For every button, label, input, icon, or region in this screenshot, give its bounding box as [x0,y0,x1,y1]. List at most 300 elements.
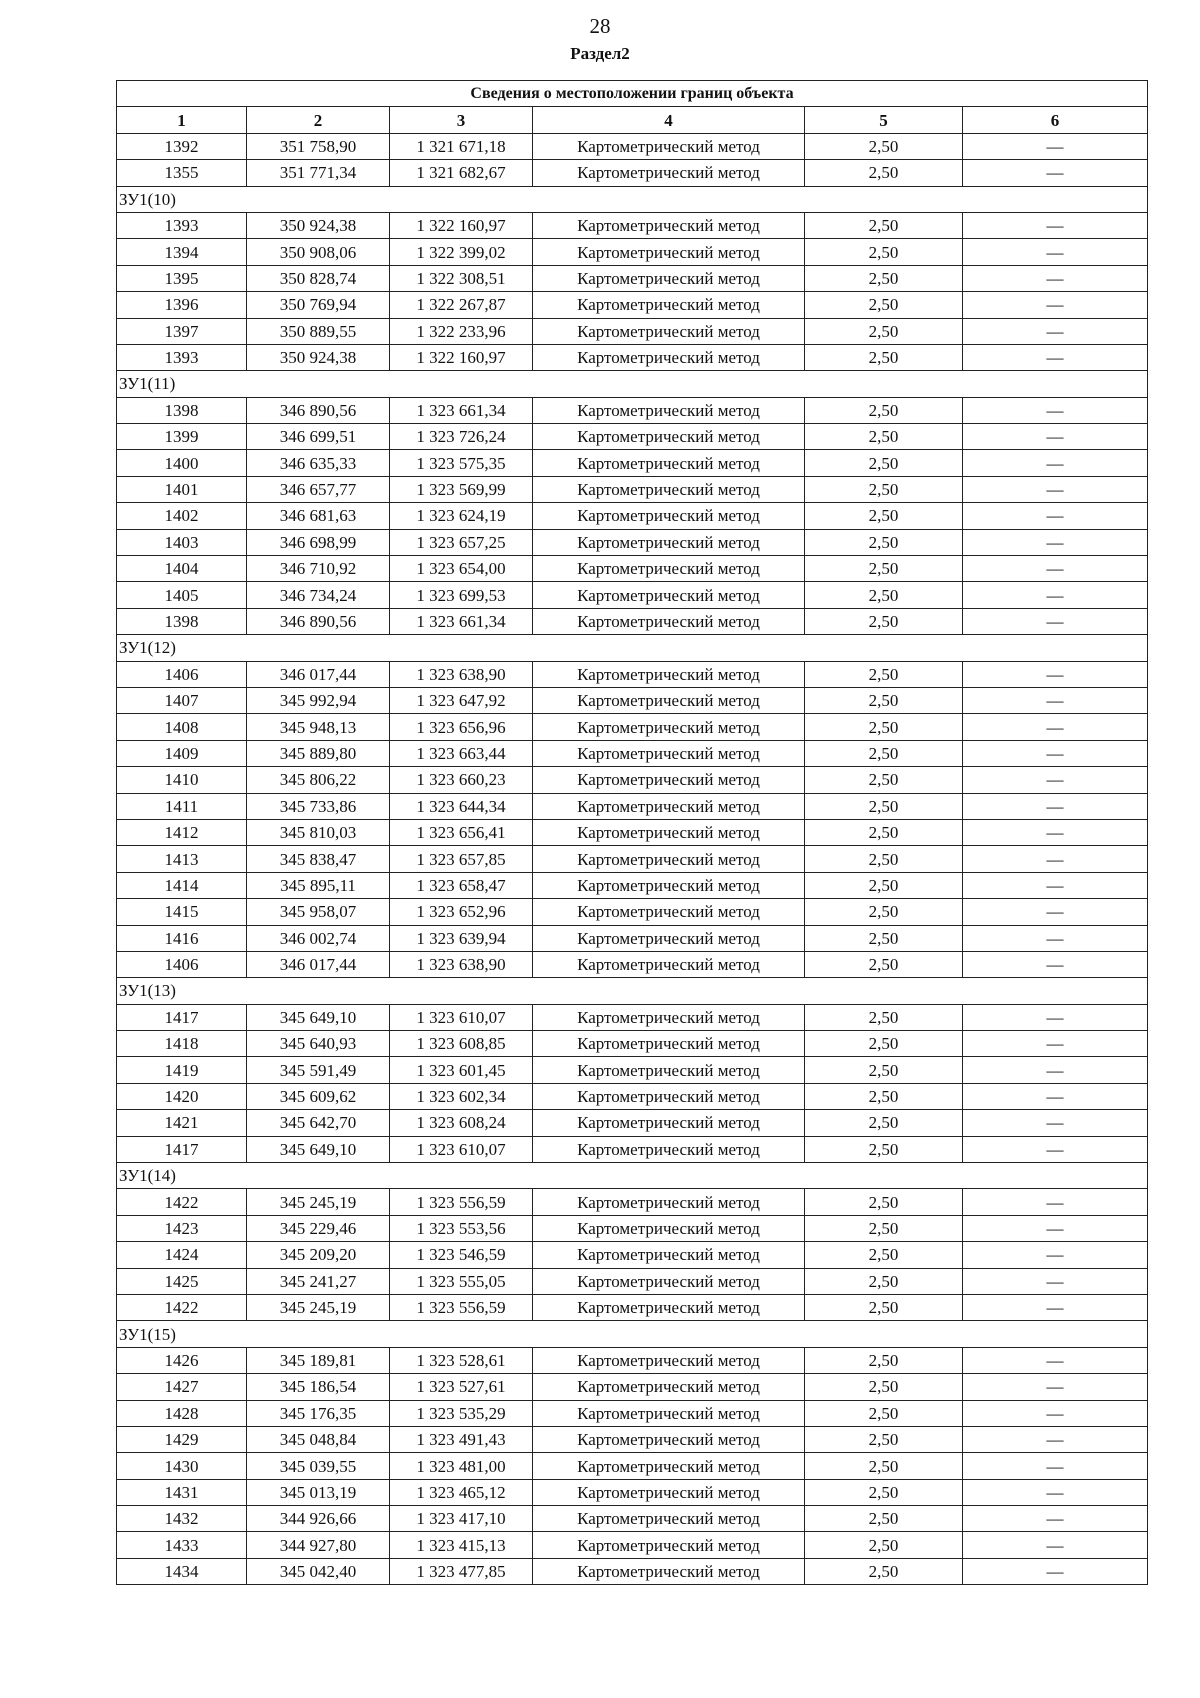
y-coordinate-cell: 1 323 652,96 [390,899,533,925]
x-coordinate-cell: 345 810,03 [247,819,390,845]
table-row [117,1506,1148,1532]
method-cell: Картометрический метод [533,133,805,159]
method-cell: Картометрический метод [533,1057,805,1083]
note-cell: — [963,582,1148,608]
table-row [117,1110,1148,1136]
y-coordinate-cell: 1 323 608,85 [390,1031,533,1057]
y-coordinate-cell: 1 323 639,94 [390,925,533,951]
accuracy-cell: 2,50 [805,1558,963,1584]
table-row [117,872,1148,898]
accuracy-cell: 2,50 [805,1374,963,1400]
table-row [117,1374,1148,1400]
y-coordinate-cell: 1 323 555,05 [390,1268,533,1294]
accuracy-cell: 2,50 [805,450,963,476]
group-label: ЗУ1(14) [117,1163,1148,1189]
accuracy-cell: 2,50 [805,899,963,925]
table-row [117,503,1148,529]
accuracy-cell: 2,50 [805,424,963,450]
table-row [117,424,1148,450]
group-label: ЗУ1(13) [117,978,1148,1004]
point-number-cell: 1406 [117,951,247,977]
method-cell: Картометрический метод [533,925,805,951]
point-number-cell: 1417 [117,1004,247,1030]
table-row [117,1189,1148,1215]
y-coordinate-cell: 1 323 553,56 [390,1215,533,1241]
x-coordinate-cell: 344 927,80 [247,1532,390,1558]
x-coordinate-cell: 346 017,44 [247,661,390,687]
method-cell: Картометрический метод [533,767,805,793]
note-cell: — [963,133,1148,159]
table-row [117,160,1148,186]
method-cell: Картометрический метод [533,740,805,766]
point-number-cell: 1422 [117,1294,247,1320]
table-row [117,318,1148,344]
y-coordinate-cell: 1 322 267,87 [390,292,533,318]
table-row [117,740,1148,766]
point-number-cell: 1405 [117,582,247,608]
x-coordinate-cell: 350 769,94 [247,292,390,318]
y-coordinate-cell: 1 322 160,97 [390,344,533,370]
accuracy-cell: 2,50 [805,212,963,238]
y-coordinate-cell: 1 323 726,24 [390,424,533,450]
method-cell: Картометрический метод [533,344,805,370]
y-coordinate-cell: 1 323 465,12 [390,1479,533,1505]
method-cell: Картометрический метод [533,1374,805,1400]
column-header: 3 [390,107,533,133]
table-row [117,450,1148,476]
table-caption-row [117,81,1148,107]
method-cell: Картометрический метод [533,1453,805,1479]
table-row [117,661,1148,687]
point-number-cell: 1424 [117,1242,247,1268]
group-header-row [117,978,1148,1004]
point-number-cell: 1399 [117,424,247,450]
accuracy-cell: 2,50 [805,1347,963,1373]
table-row [117,212,1148,238]
x-coordinate-cell: 345 992,94 [247,687,390,713]
point-number-cell: 1416 [117,925,247,951]
x-coordinate-cell: 345 241,27 [247,1268,390,1294]
method-cell: Картометрический метод [533,318,805,344]
method-cell: Картометрический метод [533,1347,805,1373]
point-number-cell: 1421 [117,1110,247,1136]
table-row [117,925,1148,951]
method-cell: Картометрический метод [533,1083,805,1109]
accuracy-cell: 2,50 [805,1453,963,1479]
method-cell: Картометрический метод [533,1110,805,1136]
table-row [117,265,1148,291]
accuracy-cell: 2,50 [805,265,963,291]
column-header: 4 [533,107,805,133]
x-coordinate-cell: 345 209,20 [247,1242,390,1268]
x-coordinate-cell: 350 889,55 [247,318,390,344]
note-cell: — [963,767,1148,793]
y-coordinate-cell: 1 323 417,10 [390,1506,533,1532]
note-cell: — [963,265,1148,291]
note-cell: — [963,1479,1148,1505]
x-coordinate-cell: 351 771,34 [247,160,390,186]
point-number-cell: 1415 [117,899,247,925]
point-number-cell: 1431 [117,1479,247,1505]
x-coordinate-cell: 345 245,19 [247,1189,390,1215]
point-number-cell: 1410 [117,767,247,793]
y-coordinate-cell: 1 323 569,99 [390,476,533,502]
table-row [117,1136,1148,1162]
y-coordinate-cell: 1 323 661,34 [390,397,533,423]
method-cell: Картометрический метод [533,1189,805,1215]
method-cell: Картометрический метод [533,1558,805,1584]
group-label: ЗУ1(11) [117,371,1148,397]
y-coordinate-cell: 1 322 160,97 [390,212,533,238]
accuracy-cell: 2,50 [805,1532,963,1558]
x-coordinate-cell: 345 013,19 [247,1479,390,1505]
point-number-cell: 1413 [117,846,247,872]
point-number-cell: 1419 [117,1057,247,1083]
x-coordinate-cell: 345 838,47 [247,846,390,872]
method-cell: Картометрический метод [533,556,805,582]
x-coordinate-cell: 350 828,74 [247,265,390,291]
x-coordinate-cell: 346 698,99 [247,529,390,555]
note-cell: — [963,899,1148,925]
y-coordinate-cell: 1 323 661,34 [390,608,533,634]
y-coordinate-cell: 1 323 556,59 [390,1294,533,1320]
y-coordinate-cell: 1 322 233,96 [390,318,533,344]
method-cell: Картометрический метод [533,582,805,608]
x-coordinate-cell: 346 710,92 [247,556,390,582]
table-row [117,1532,1148,1558]
y-coordinate-cell: 1 323 647,92 [390,687,533,713]
x-coordinate-cell: 345 042,40 [247,1558,390,1584]
method-cell: Картометрический метод [533,714,805,740]
point-number-cell: 1394 [117,239,247,265]
accuracy-cell: 2,50 [805,582,963,608]
accuracy-cell: 2,50 [805,767,963,793]
point-number-cell: 1414 [117,872,247,898]
method-cell: Картометрический метод [533,1294,805,1320]
point-number-cell: 1430 [117,1453,247,1479]
note-cell: — [963,397,1148,423]
x-coordinate-cell: 345 176,35 [247,1400,390,1426]
accuracy-cell: 2,50 [805,1400,963,1426]
table-row [117,1215,1148,1241]
x-coordinate-cell: 345 649,10 [247,1004,390,1030]
note-cell: — [963,556,1148,582]
table-row [117,1083,1148,1109]
x-coordinate-cell: 346 635,33 [247,450,390,476]
y-coordinate-cell: 1 323 415,13 [390,1532,533,1558]
point-number-cell: 1418 [117,1031,247,1057]
y-coordinate-cell: 1 323 528,61 [390,1347,533,1373]
y-coordinate-cell: 1 323 535,29 [390,1400,533,1426]
accuracy-cell: 2,50 [805,1110,963,1136]
table-row [117,687,1148,713]
point-number-cell: 1398 [117,397,247,423]
y-coordinate-cell: 1 323 575,35 [390,450,533,476]
note-cell: — [963,1189,1148,1215]
note-cell: — [963,819,1148,845]
table-row [117,951,1148,977]
x-coordinate-cell: 345 958,07 [247,899,390,925]
table-row [117,1558,1148,1584]
table-row [117,344,1148,370]
method-cell: Картометрический метод [533,687,805,713]
x-coordinate-cell: 350 924,38 [247,212,390,238]
accuracy-cell: 2,50 [805,1426,963,1452]
accuracy-cell: 2,50 [805,1136,963,1162]
accuracy-cell: 2,50 [805,1242,963,1268]
table-row [117,476,1148,502]
method-cell: Картометрический метод [533,239,805,265]
accuracy-cell: 2,50 [805,951,963,977]
x-coordinate-cell: 345 895,11 [247,872,390,898]
note-cell: — [963,1400,1148,1426]
note-cell: — [963,1294,1148,1320]
note-cell: — [963,740,1148,766]
x-coordinate-cell: 346 017,44 [247,951,390,977]
point-number-cell: 1425 [117,1268,247,1294]
accuracy-cell: 2,50 [805,318,963,344]
table-row [117,846,1148,872]
y-coordinate-cell: 1 323 656,96 [390,714,533,740]
x-coordinate-cell: 345 609,62 [247,1083,390,1109]
point-number-cell: 1404 [117,556,247,582]
note-cell: — [963,1558,1148,1584]
point-number-cell: 1428 [117,1400,247,1426]
table-row [117,397,1148,423]
y-coordinate-cell: 1 323 491,43 [390,1426,533,1452]
point-number-cell: 1429 [117,1426,247,1452]
point-number-cell: 1427 [117,1374,247,1400]
accuracy-cell: 2,50 [805,556,963,582]
accuracy-cell: 2,50 [805,529,963,555]
note-cell: — [963,714,1148,740]
method-cell: Картометрический метод [533,793,805,819]
y-coordinate-cell: 1 323 699,53 [390,582,533,608]
accuracy-cell: 2,50 [805,1479,963,1505]
note-cell: — [963,160,1148,186]
y-coordinate-cell: 1 323 663,44 [390,740,533,766]
table-row [117,1057,1148,1083]
accuracy-cell: 2,50 [805,1294,963,1320]
point-number-cell: 1412 [117,819,247,845]
accuracy-cell: 2,50 [805,687,963,713]
method-cell: Картометрический метод [533,1215,805,1241]
table-row [117,582,1148,608]
y-coordinate-cell: 1 323 638,90 [390,951,533,977]
point-number-cell: 1422 [117,1189,247,1215]
point-number-cell: 1392 [117,133,247,159]
method-cell: Картометрический метод [533,1136,805,1162]
accuracy-cell: 2,50 [805,1057,963,1083]
method-cell: Картометрический метод [533,951,805,977]
note-cell: — [963,687,1148,713]
x-coordinate-cell: 345 591,49 [247,1057,390,1083]
y-coordinate-cell: 1 321 671,18 [390,133,533,159]
group-header-row [117,1163,1148,1189]
table-row [117,1347,1148,1373]
accuracy-cell: 2,50 [805,1506,963,1532]
x-coordinate-cell: 345 229,46 [247,1215,390,1241]
note-cell: — [963,1506,1148,1532]
y-coordinate-cell: 1 323 477,85 [390,1558,533,1584]
method-cell: Картометрический метод [533,1031,805,1057]
point-number-cell: 1420 [117,1083,247,1109]
y-coordinate-cell: 1 323 657,25 [390,529,533,555]
x-coordinate-cell: 350 924,38 [247,344,390,370]
table-row [117,1242,1148,1268]
y-coordinate-cell: 1 321 682,67 [390,160,533,186]
note-cell: — [963,1374,1148,1400]
point-number-cell: 1434 [117,1558,247,1584]
point-number-cell: 1395 [117,265,247,291]
y-coordinate-cell: 1 323 602,34 [390,1083,533,1109]
table-row [117,1479,1148,1505]
x-coordinate-cell: 345 039,55 [247,1453,390,1479]
accuracy-cell: 2,50 [805,608,963,634]
accuracy-cell: 2,50 [805,793,963,819]
note-cell: — [963,1083,1148,1109]
method-cell: Картометрический метод [533,212,805,238]
method-cell: Картометрический метод [533,1242,805,1268]
x-coordinate-cell: 346 699,51 [247,424,390,450]
table-row [117,1453,1148,1479]
accuracy-cell: 2,50 [805,819,963,845]
x-coordinate-cell: 350 908,06 [247,239,390,265]
x-coordinate-cell: 345 733,86 [247,793,390,819]
y-coordinate-cell: 1 323 601,45 [390,1057,533,1083]
table-row [117,1031,1148,1057]
note-cell: — [963,1110,1148,1136]
note-cell: — [963,925,1148,951]
column-header: 6 [963,107,1148,133]
section-title: Раздел2 [570,44,630,63]
x-coordinate-cell: 345 642,70 [247,1110,390,1136]
table-caption: Сведения о местоположении границ объекта [117,81,1148,107]
x-coordinate-cell: 345 640,93 [247,1031,390,1057]
group-header-row [117,186,1148,212]
x-coordinate-cell: 346 002,74 [247,925,390,951]
note-cell: — [963,1031,1148,1057]
x-coordinate-cell: 346 890,56 [247,397,390,423]
accuracy-cell: 2,50 [805,344,963,370]
x-coordinate-cell: 345 948,13 [247,714,390,740]
accuracy-cell: 2,50 [805,133,963,159]
note-cell: — [963,793,1148,819]
x-coordinate-cell: 346 734,24 [247,582,390,608]
x-coordinate-cell: 345 806,22 [247,767,390,793]
y-coordinate-cell: 1 323 556,59 [390,1189,533,1215]
note-cell: — [963,318,1148,344]
y-coordinate-cell: 1 323 610,07 [390,1136,533,1162]
note-cell: — [963,1426,1148,1452]
note-cell: — [963,212,1148,238]
table-row [117,714,1148,740]
accuracy-cell: 2,50 [805,1215,963,1241]
table-row [117,899,1148,925]
note-cell: — [963,239,1148,265]
y-coordinate-cell: 1 323 657,85 [390,846,533,872]
x-coordinate-cell: 345 048,84 [247,1426,390,1452]
note-cell: — [963,292,1148,318]
accuracy-cell: 2,50 [805,661,963,687]
y-coordinate-cell: 1 323 660,23 [390,767,533,793]
point-number-cell: 1398 [117,608,247,634]
table-row [117,1004,1148,1030]
method-cell: Картометрический метод [533,1400,805,1426]
accuracy-cell: 2,50 [805,925,963,951]
table-row [117,793,1148,819]
y-coordinate-cell: 1 323 527,61 [390,1374,533,1400]
method-cell: Картометрический метод [533,450,805,476]
x-coordinate-cell: 345 245,19 [247,1294,390,1320]
note-cell: — [963,450,1148,476]
y-coordinate-cell: 1 323 656,41 [390,819,533,845]
accuracy-cell: 2,50 [805,397,963,423]
accuracy-cell: 2,50 [805,846,963,872]
accuracy-cell: 2,50 [805,160,963,186]
note-cell: — [963,1004,1148,1030]
accuracy-cell: 2,50 [805,476,963,502]
x-coordinate-cell: 345 189,81 [247,1347,390,1373]
method-cell: Картометрический метод [533,476,805,502]
method-cell: Картометрический метод [533,1426,805,1452]
table-row [117,1400,1148,1426]
y-coordinate-cell: 1 323 638,90 [390,661,533,687]
method-cell: Картометрический метод [533,265,805,291]
x-coordinate-cell: 345 889,80 [247,740,390,766]
group-label: ЗУ1(15) [117,1321,1148,1347]
method-cell: Картометрический метод [533,872,805,898]
note-cell: — [963,872,1148,898]
table-row [117,239,1148,265]
group-label: ЗУ1(12) [117,635,1148,661]
accuracy-cell: 2,50 [805,292,963,318]
column-header: 5 [805,107,963,133]
method-cell: Картометрический метод [533,819,805,845]
note-cell: — [963,661,1148,687]
method-cell: Картометрический метод [533,292,805,318]
column-header: 2 [247,107,390,133]
note-cell: — [963,1347,1148,1373]
column-header: 1 [117,107,247,133]
note-cell: — [963,1532,1148,1558]
note-cell: — [963,529,1148,555]
accuracy-cell: 2,50 [805,1031,963,1057]
method-cell: Картометрический метод [533,397,805,423]
table-row [117,133,1148,159]
y-coordinate-cell: 1 323 658,47 [390,872,533,898]
x-coordinate-cell: 346 681,63 [247,503,390,529]
accuracy-cell: 2,50 [805,1268,963,1294]
point-number-cell: 1408 [117,714,247,740]
point-number-cell: 1397 [117,318,247,344]
note-cell: — [963,503,1148,529]
note-cell: — [963,424,1148,450]
accuracy-cell: 2,50 [805,740,963,766]
group-header-row [117,371,1148,397]
y-coordinate-cell: 1 323 624,19 [390,503,533,529]
y-coordinate-cell: 1 323 546,59 [390,1242,533,1268]
note-cell: — [963,1057,1148,1083]
method-cell: Картометрический метод [533,503,805,529]
column-header-row [117,107,1148,133]
x-coordinate-cell: 351 758,90 [247,133,390,159]
point-number-cell: 1433 [117,1532,247,1558]
x-coordinate-cell: 346 890,56 [247,608,390,634]
method-cell: Картометрический метод [533,661,805,687]
method-cell: Картометрический метод [533,1004,805,1030]
table-row [117,1294,1148,1320]
